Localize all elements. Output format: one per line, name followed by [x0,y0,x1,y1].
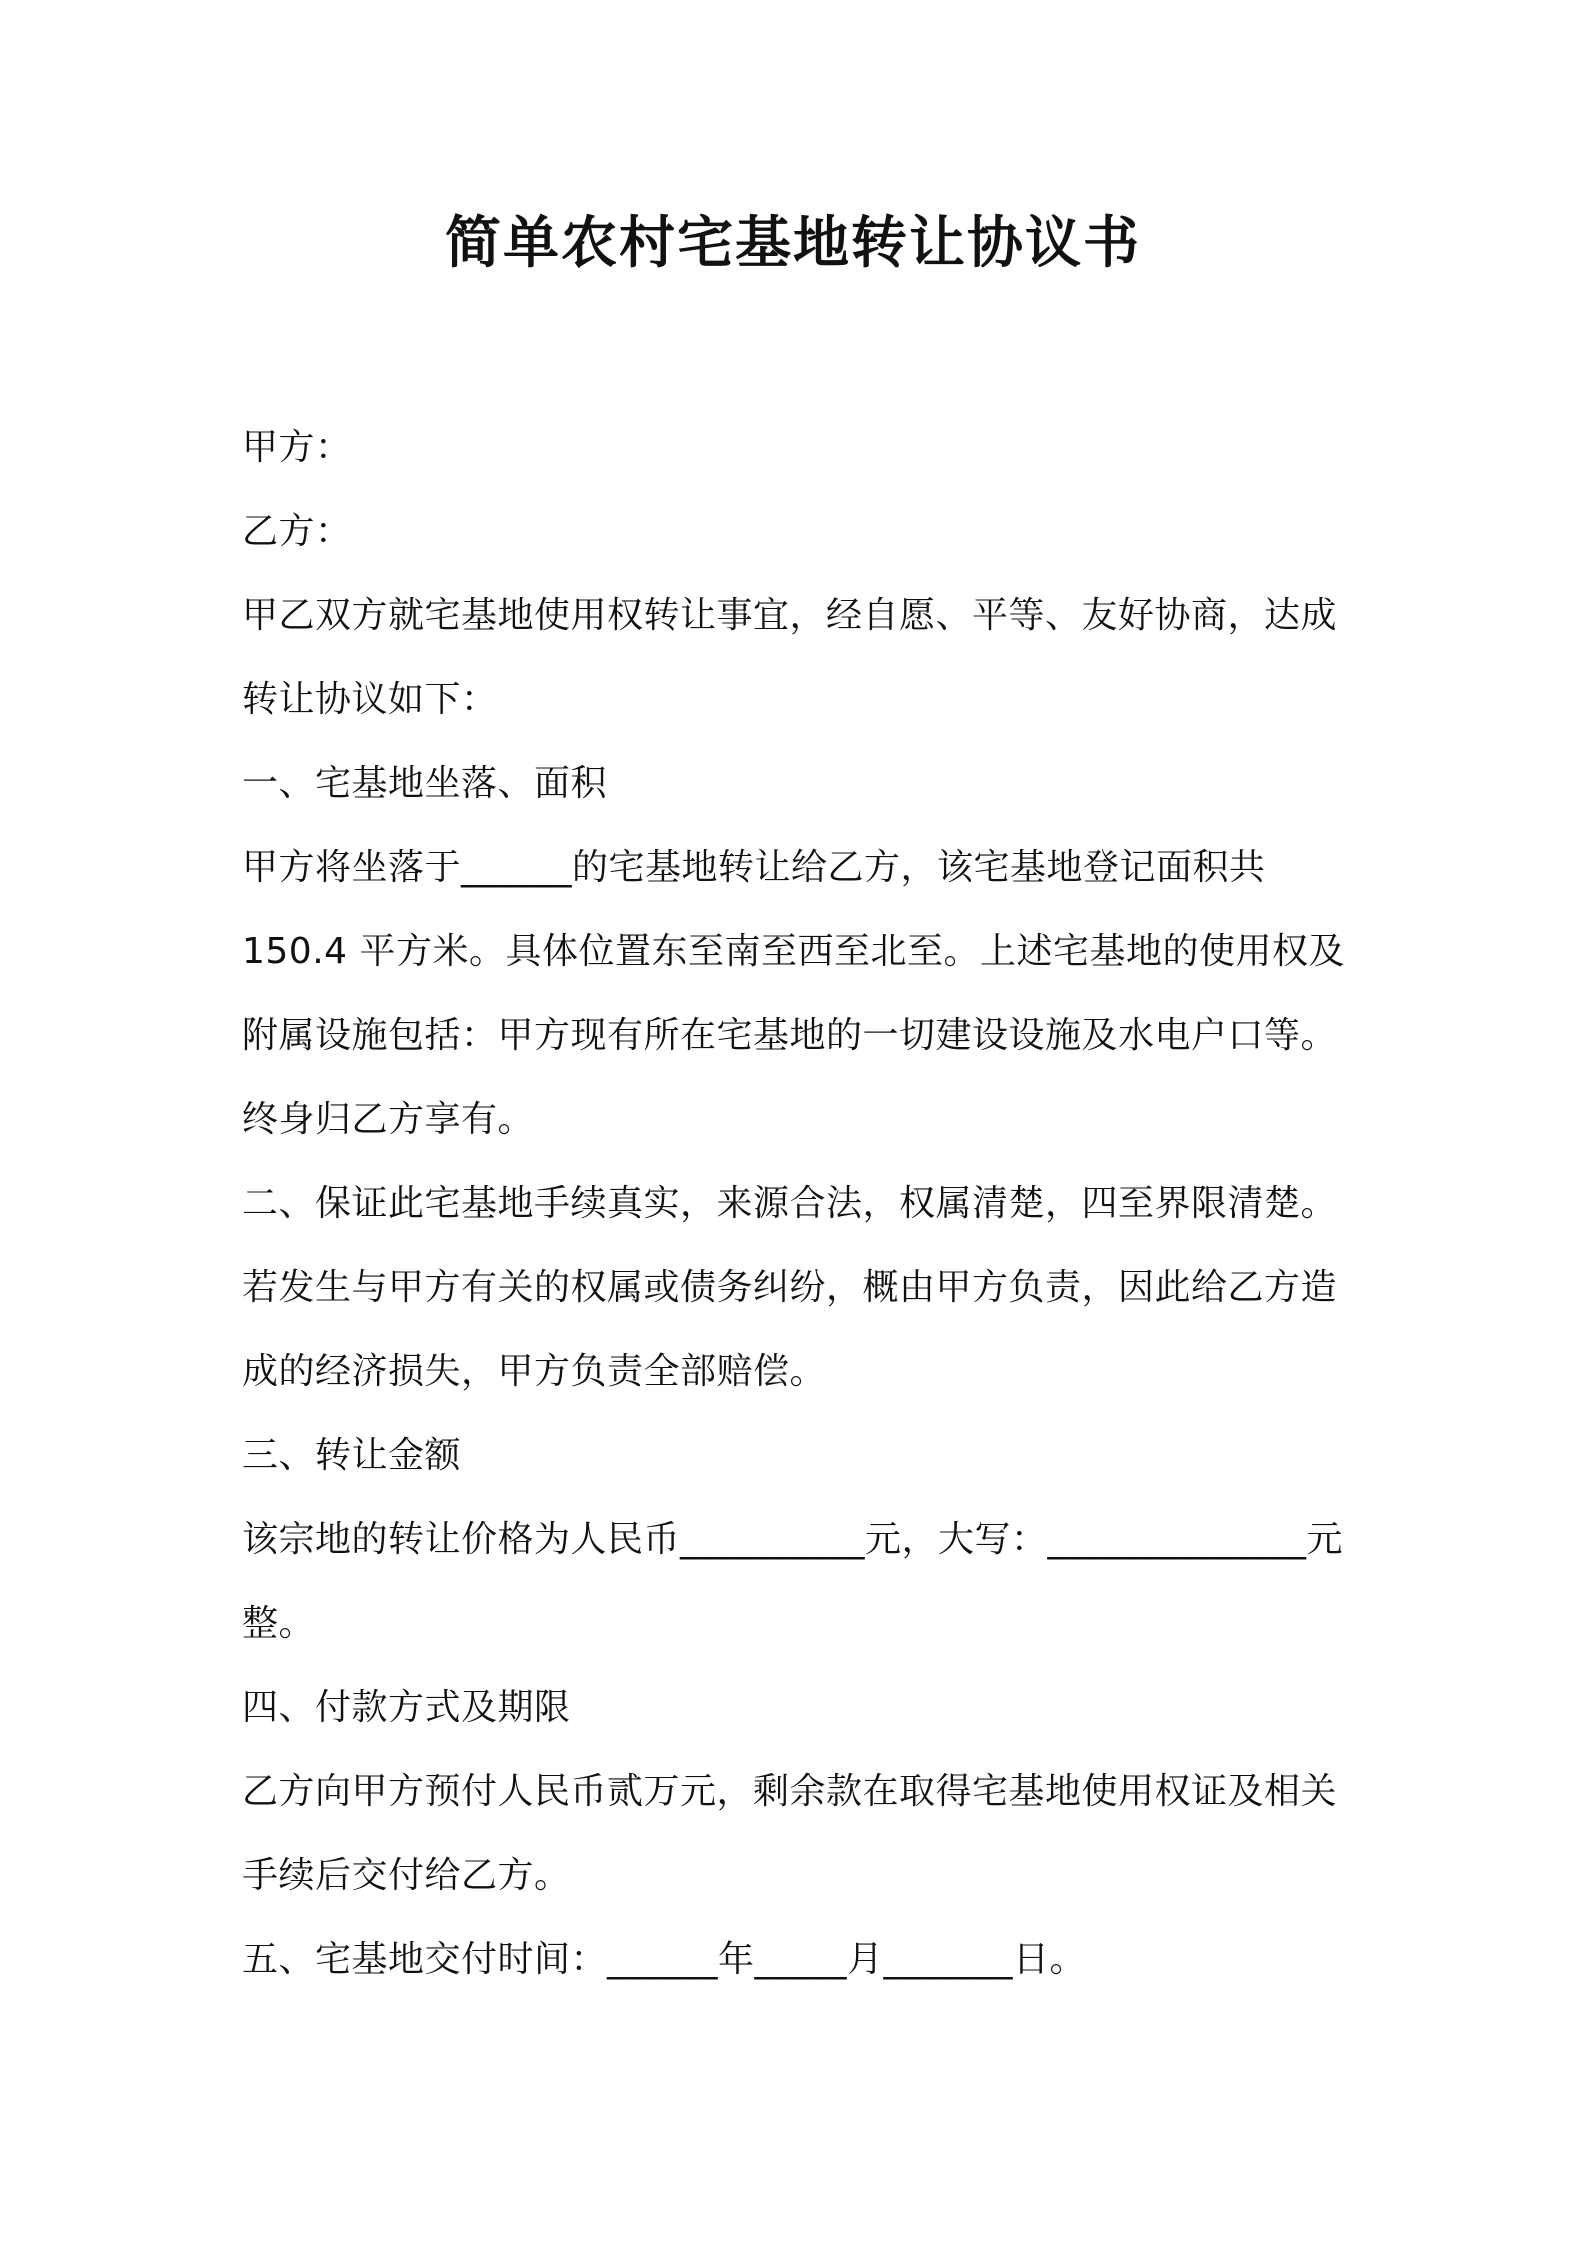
section-1-line-1: 甲方将坐落于______的宅基地转让给乙方，该宅基地登记面积共 [242,847,1266,888]
intro-line-1: 甲乙双方就宅基地使用权转让事宜，经自愿、平等、友好协商，达成 [242,595,1338,636]
section-1-line-2: 150.4 平方米。具体位置东至南至西至北至。上述宅基地的使用权及 [242,931,1346,972]
section-1-line-4: 终身归乙方享有。 [242,1099,535,1140]
section-3-heading: 三、转让金额 [242,1435,462,1476]
party-b-line: 乙方： [242,511,352,552]
section-3-line-1: 该宗地的转让价格为人民币__________元，大写：______________元 [242,1519,1344,1560]
section-2-line-2: 若发生与甲方有关的权属或债务纠纷，概由甲方负责，因此给乙方造 [242,1267,1338,1308]
section-2-line-1: 二、保证此宅基地手续真实，来源合法，权属清楚，四至界限清楚。 [242,1183,1338,1224]
section-5-line-1: 五、宅基地交付时间：______年_____月_______日。 [242,1939,1087,1980]
party-a-line: 甲方： [242,427,352,468]
section-4-line-2: 手续后交付给乙方。 [242,1855,571,1896]
section-2-line-3: 成的经济损失，甲方负责全部赔偿。 [242,1351,827,1392]
intro-line-2: 转让协议如下： [242,679,498,720]
document-title: 简单农村宅基地转让协议书 [445,211,1141,276]
document-body [242,406,1362,2002]
section-4-heading: 四、付款方式及期限 [242,1687,571,1728]
section-1-heading: 一、宅基地坐落、面积 [242,763,608,804]
section-1-line-3: 附属设施包括：甲方现有所在宅基地的一切建设设施及水电户口等。 [242,1015,1338,1056]
section-3-line-2: 整。 [242,1603,316,1644]
section-4-line-1: 乙方向甲方预付人民币贰万元，剩余款在取得宅基地使用权证及相关 [242,1771,1338,1812]
